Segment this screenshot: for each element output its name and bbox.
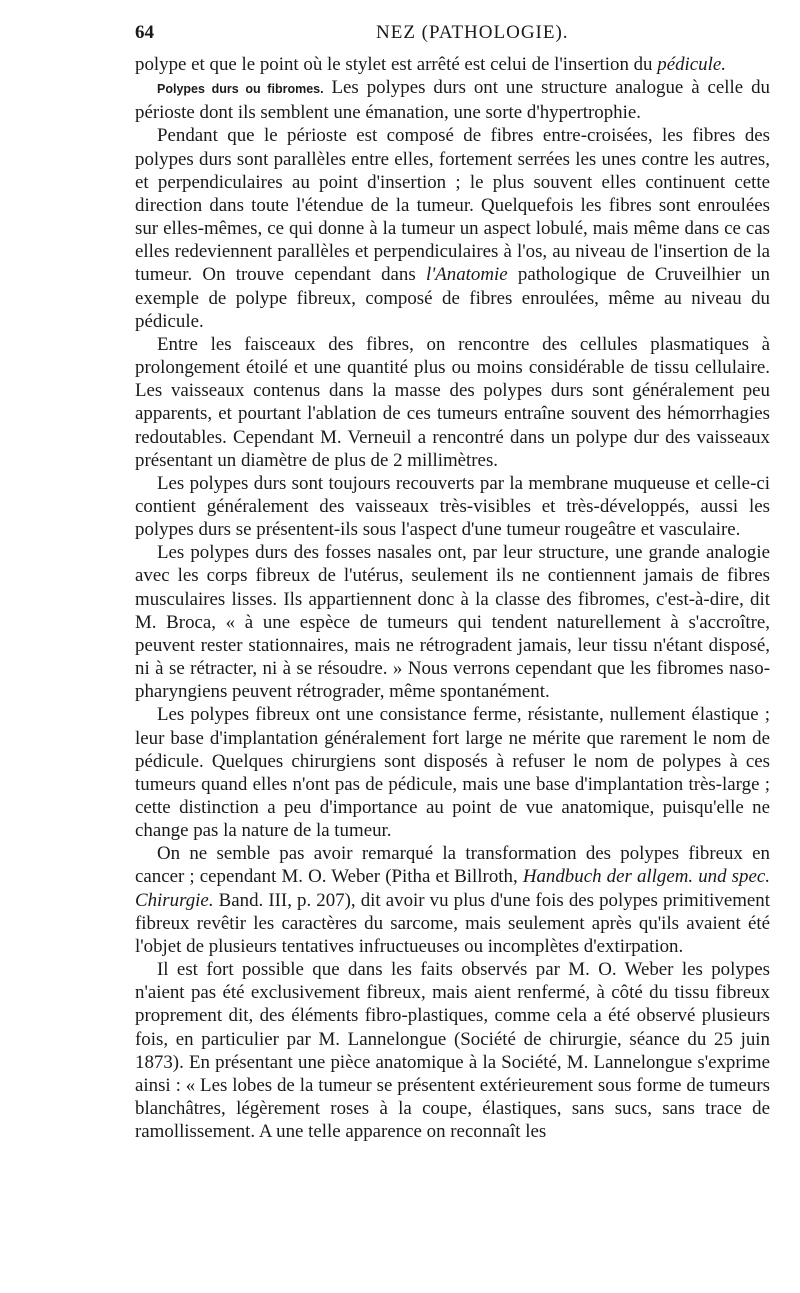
- paragraph-text: Pendant que le périoste est composé de fibres entre-croisées, les fibres des polypes durs sont parallèles entre elles, fortement serrées les unes contre les autres, et perpendiculaires au point d'insertion ; le plus souvent elles continuent cette direction dans toute l'étendue de la tumeur. Quelquefois les fibres sont enroulées sur elles-mêmes, ce qui donne à la tumeur un aspect lobulé, mais même dans ce cas elles redeviennent parallèles et perpendiculaires à l'os, au niveau de l'insertion de la tumeur. On trouve cependant dans: [135, 125, 770, 286]
- paragraph: Entre les faisceaux des fibres, on rencontre des cellules plasmatiques à prolongement étoilé et une quantité plus ou moins considérable de tissu cellulaire. Les vaisseaux contenus dans la masse des polypes durs sont généralement peu apparents, et pourtant l'ablation de ces tumeurs entraîne souvent des hémorrhagies redoutables. Cependant M. Verneuil a rencontré dans un polype dur des vaisseaux présentant un diamètre de plus de 2 millimètres.: [135, 333, 770, 471]
- paragraph: [135, 53, 770, 76]
- italic-term: pédicule.: [657, 54, 726, 75]
- paragraph-text: Band. III, p. 207), dit avoir vu plus d'une fois des polypes primitivement fibreux revêtir les caractères du sarcome, mais seulement après qu'ils avaient été l'objet de plusieurs tentatives infructueuses ou incomplètes d'extirpation.: [135, 889, 770, 957]
- paragraph: Les polypes fibreux ont une consistance ferme, résistante, nullement élastique ; leur base d'implantation généralement fort large ne mérite que rarement le nom de pédicule. Quelques chirurgiens sont disposés à refuser le nom de polypes à ces tumeurs quand elles n'ont pas de pédicule, mais une base d'implantation très-large ; cette distinction a peu d'importance au point de vue anatomique, puisqu'elle ne change pas la nature de la tumeur.: [135, 704, 770, 842]
- paragraph-text: pathologique de Cruveilhier un exemple de polype fibreux, composé de fibres enroulées, même au niveau du pédicule.: [135, 264, 770, 332]
- italic-title: l'Anatomie: [425, 264, 508, 286]
- page-number: 64: [135, 22, 154, 43]
- body-text: [135, 53, 770, 1143]
- paragraph: [135, 76, 770, 124]
- paragraph: Les polypes durs des fosses nasales ont, par leur structure, une grande analogie avec les corps fibreux de l'utérus, seulement ils ne contiennent jamais de fibres musculaires lisses. Ils appartiennent donc à la classe des fibromes, c'est-à-dire, dit M. Broca, « à une espèce de tumeurs qui tendent naturellement à s'accroître, peuvent rester stationnaires, mais ne rétrogradent jamais, leur tissu n'étant disposé, ni à se rétracter, ni à se résoudre. » Nous verrons cependant que les fibromes naso-pharyngiens peuvent rétrograder, même spontanément.: [135, 542, 770, 703]
- page-header: [135, 20, 755, 50]
- italic-title: Handbuch der allgem. und spec. Chirurgie.: [135, 866, 770, 911]
- paragraph: Les polypes durs sont toujours recouverts par la membrane muqueuse et celle-ci contient généralement des vaisseaux très-visibles et très-développés, aussi les polypes durs se présentent-ils sous l'aspect d'une tumeur rougeâtre et vasculaire.: [135, 472, 770, 541]
- running-title: NEZ (PATHOLOGIE).: [376, 22, 569, 43]
- paragraph: [135, 842, 770, 958]
- paragraph: Il est fort possible que dans les faits observés par M. O. Weber les polypes n'aient pas été exclusivement fibreux, mais aient renfermé, à côté du tissu fibreux proprement dit, des éléments fibro-plastiques, comme cela a été observé plusieurs fois, en particulier par M. Lannelongue (Société de chirurgie, séance du 25 juin 1873). En présentant une pièce anatomique à la Société, M. Lannelongue s'exprime ainsi : « Les lobes de la tumeur se présentent extérieurement sous forme de tumeurs blanchâtres, légèrement roses à la coupe, élastiques, sans sucs, sans trace de ramollissement. A une telle apparence on reconnaît les: [135, 959, 770, 1143]
- paragraph: [135, 124, 770, 332]
- paragraph-text: Les polypes durs ont une structure analogue à celle du périoste dont ils semblent une émanation, une sorte d'hypertrophie.: [135, 77, 770, 124]
- paragraph-text: On ne semble pas avoir remarqué la transformation des polypes fibreux en cancer ; cependant M. O. Weber (Pitha et Billroth,: [135, 843, 770, 888]
- section-heading: Polypes durs ou fibromes.: [157, 82, 324, 97]
- paragraph-text: polype et que le point où le stylet est arrêté est celui de l'insertion du: [135, 54, 653, 75]
